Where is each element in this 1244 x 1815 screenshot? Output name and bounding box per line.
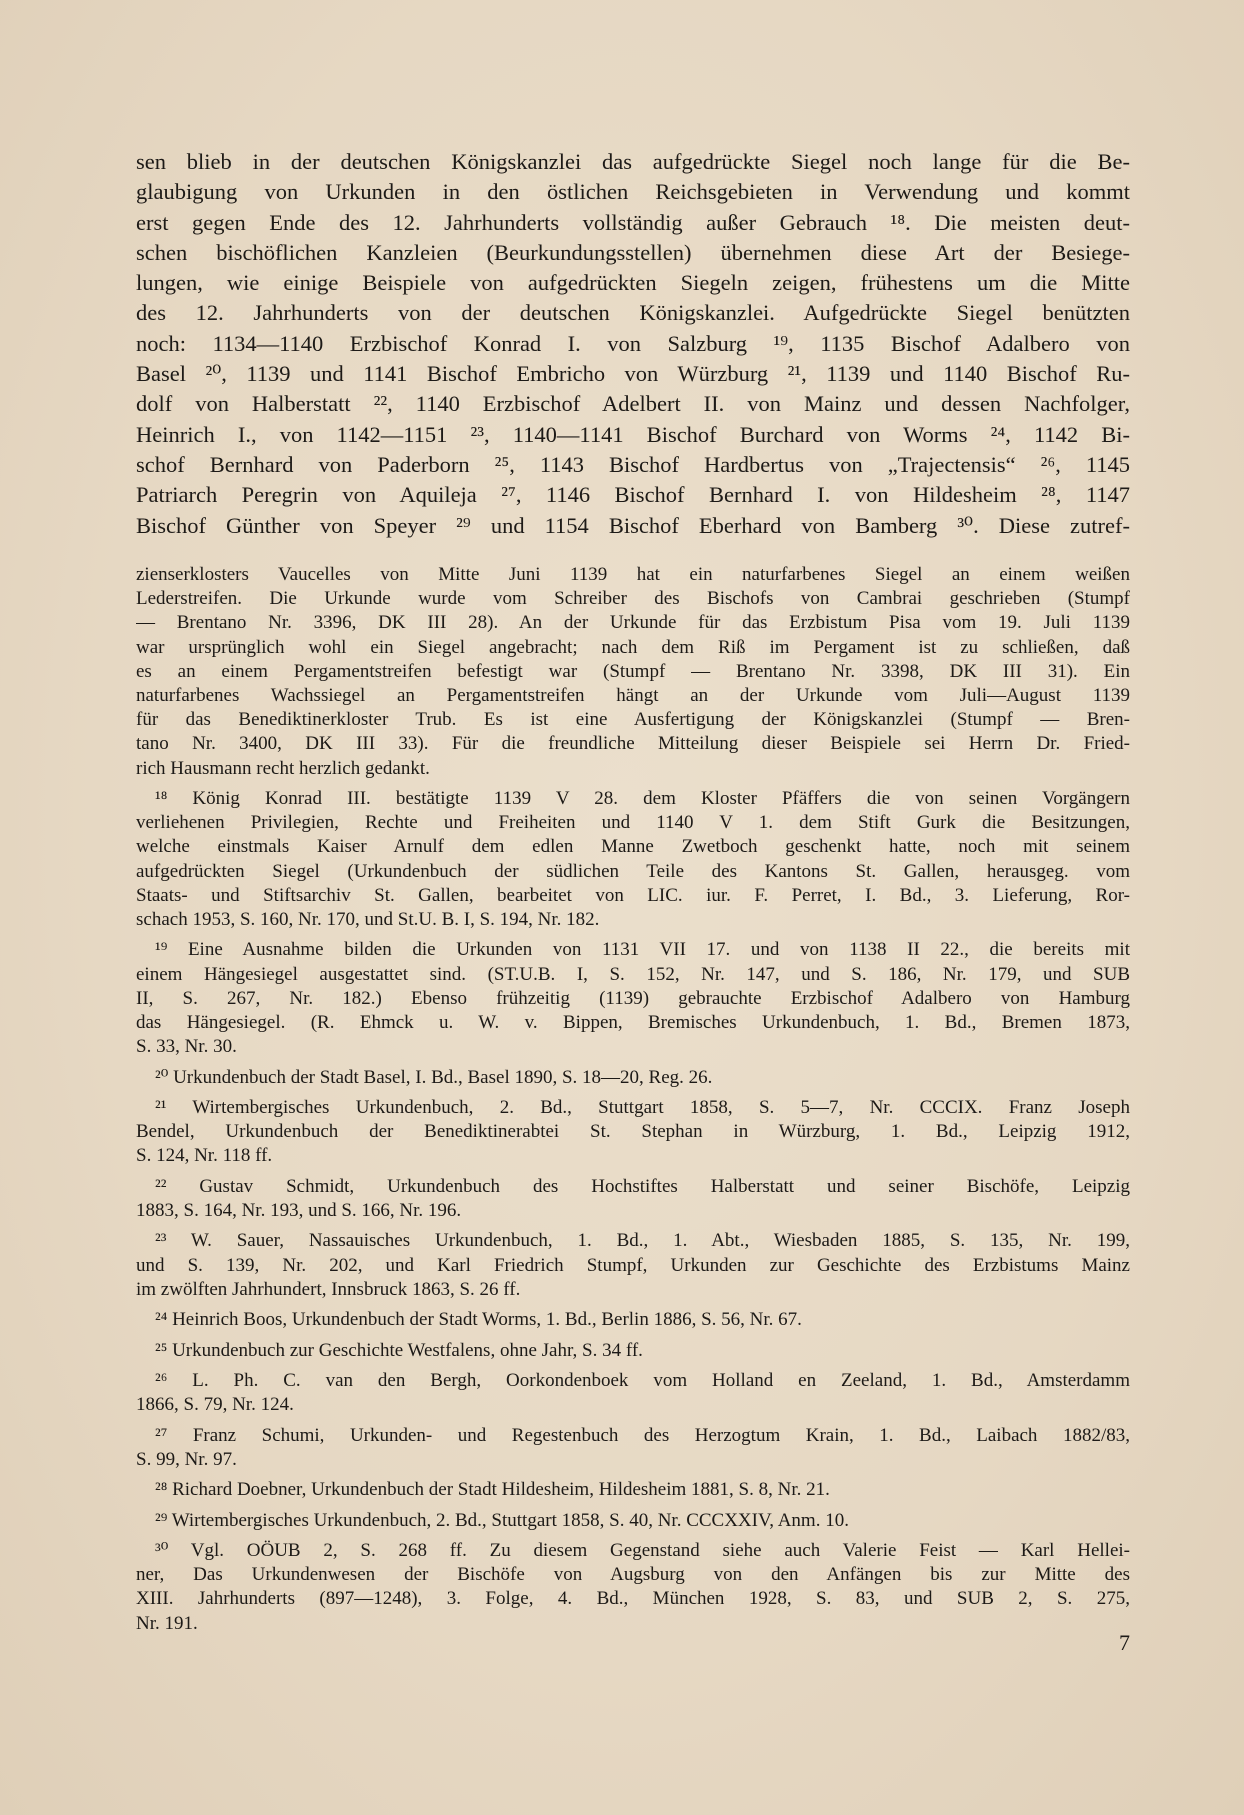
footnote-line: welche einstmals Kaiser Arnulf dem edlen Manne Zwetboch geschenkt hatte, noch mit seinem <box>136 836 1130 858</box>
footnote-line: zienserklosters Vaucelles von Mitte Juni 1139 hat ein naturfarbenes Siegel an einem weißen <box>136 564 1130 585</box>
footnote-line: tano Nr. 3400, DK III 33). Für die freundliche Mitteilung dieser Beispiele sei Herrn Dr. Fried- <box>136 733 1130 755</box>
footnote-30 <box>136 1539 1130 1636</box>
footnote-line: verliehenen Privilegien, Rechte und Freiheiten und 1140 V 1. dem Stift Gurk die Besitzungen, <box>136 812 1130 834</box>
footnote-line: ²³ W. Sauer, Nassauisches Urkundenbuch, 1. Bd., 1. Abt., Wiesbaden 1885, S. 135, Nr. 199, <box>155 1230 1130 1252</box>
main-text-line: schof Bernhard von Paderborn ²⁵, 1143 Bischof Hardbertus von „Trajectensis“ ²⁶, 1145 <box>136 451 1130 477</box>
page-number: 7 <box>1119 1630 1130 1655</box>
main-text-line: lungen, wie einige Beispiele von aufgedrückten Siegeln zeigen, frühestens um die Mitte <box>136 270 1130 296</box>
main-text-line: sen blieb in der deutschen Königskanzlei das aufgedrückte Siegel noch lange für die Be- <box>136 149 1130 174</box>
footnote-line: 1883, S. 164, Nr. 193, und S. 166, Nr. 196. <box>136 1200 462 1222</box>
footnote-20 <box>136 1066 1130 1090</box>
footnote-line: und S. 139, Nr. 202, und Karl Friedrich Stumpf, Urkunden zur Geschichte des Erzbistums Mainz <box>136 1254 1130 1276</box>
footnote-line: ²⁹ Wirtembergisches Urkundenbuch, 2. Bd., Stuttgart 1858, S. 40, Nr. CCCXXIV, Anm. 10. <box>155 1509 849 1531</box>
footnote-line: einem Hängesiegel ausgestattet sind. (ST.U.B. I, S. 152, Nr. 147, und S. 186, Nr. 179, und SUB <box>136 963 1130 985</box>
footnote-28 <box>136 1478 1130 1502</box>
main-text-line: Patriarch Peregrin von Aquileja ²⁷, 1146 Bischof Bernhard I. von Hildesheim ²⁸, 1147 <box>136 482 1130 508</box>
footnote-line: ²² Gustav Schmidt, Urkundenbuch des Hochstiftes Halberstatt und seiner Bischöfe, Leipzig <box>155 1175 1130 1197</box>
footnote-line: 1866, S. 79, Nr. 124. <box>136 1394 294 1416</box>
footnote-line: Staats- und Stiftsarchiv St. Gallen, bearbeitet von LIC. iur. F. Perret, I. Bd., 3. Lieferung, Ror- <box>136 884 1130 906</box>
footnote-26 <box>136 1369 1130 1417</box>
footnote-21 <box>136 1096 1130 1169</box>
footnote-line: ²⁸ Richard Doebner, Urkundenbuch der Stadt Hildesheim, Hildesheim 1881, S. 8, Nr. 21. <box>155 1479 830 1501</box>
footnote-line: ³⁰ Vgl. OÖUB 2, S. 268 ff. Zu diesem Gegenstand siehe auch Valerie Feist — Karl Hellei- <box>155 1539 1130 1561</box>
footnote-line: ²⁰ Urkundenbuch der Stadt Basel, I. Bd., Basel 1890, S. 18—20, Reg. 26. <box>155 1066 713 1088</box>
footnote-line: aufgedrückten Siegel (Urkundenbuch der südlichen Teile des Kantons St. Gallen, herausgeg. vom <box>136 860 1130 882</box>
main-text <box>136 147 1130 541</box>
main-text-line: glaubigung von Urkunden in den östlichen Reichsgebieten in Verwendung und kommt <box>136 179 1130 205</box>
footnote-line: ²⁴ Heinrich Boos, Urkundenbuch der Stadt Worms, 1. Bd., Berlin 1886, S. 56, Nr. 67. <box>155 1309 802 1331</box>
footnote-line: ²⁷ Franz Schumi, Urkunden- und Regestenbuch des Herzogtum Krain, 1. Bd., Laibach 1882/83, <box>155 1424 1130 1446</box>
footnote-line: XIII. Jahrhunderts (897—1248), 3. Folge, 4. Bd., München 1928, S. 83, und SUB 2, S. 275, <box>136 1588 1130 1610</box>
footnote-line: ¹⁹ Eine Ausnahme bilden die Urkunden von 1131 VII 17. und von 1138 II 22., die bereits mit <box>155 939 1130 961</box>
footnote-line: II, S. 267, Nr. 182.) Ebenso frühzeitig (1139) gebrauchte Erzbischof Adalbero von Hamburg <box>136 987 1130 1009</box>
footnote-line: ¹⁸ König Konrad III. bestätigte 1139 V 28. dem Kloster Pfäffers die von seinen Vorgängern <box>155 788 1130 810</box>
footnote-line: im zwölften Jahrhundert, Innsbruck 1863, S. 26 ff. <box>136 1278 521 1300</box>
footnote-line: war ursprünglich wohl ein Siegel angebracht; nach dem Riß im Pergament ist zu schließen, daß <box>136 636 1130 658</box>
main-text-line: erst gegen Ende des 12. Jahrhunderts vollständig außer Gebrauch ¹⁸. Die meisten deut- <box>136 209 1130 235</box>
footnote-line: ²⁶ L. Ph. C. van den Bergh, Oorkondenboek vom Holland en Zeeland, 1. Bd., Amsterdamm <box>155 1369 1130 1391</box>
main-text-line: dolf von Halberstatt ²², 1140 Erzbischof Adelbert II. von Mainz und dessen Nachfolger, <box>136 391 1130 417</box>
main-text-line: noch: 1134—1140 Erzbischof Konrad I. von Salzburg ¹⁹, 1135 Bischof Adalbero von <box>136 330 1130 356</box>
footnote-line: schach 1953, S. 160, Nr. 170, und St.U. B. I, S. 194, Nr. 182. <box>136 909 600 931</box>
footnote-line: das Hängesiegel. (R. Ehmck u. W. v. Bippen, Bremisches Urkundenbuch, 1. Bd., Bremen 1873, <box>136 1012 1130 1034</box>
footnote-line: — Brentano Nr. 3396, DK III 28). An der Urkunde für das Erzbistum Pisa vom 19. Juli 1139 <box>136 612 1130 634</box>
footnote-25 <box>136 1339 1130 1363</box>
footnote-line: ²¹ Wirtembergisches Urkundenbuch, 2. Bd., Stuttgart 1858, S. 5—7, Nr. CCCIX. Franz Joseph <box>155 1097 1130 1119</box>
main-text-line: Basel ²⁰, 1139 und 1141 Bischof Embricho von Würzburg ²¹, 1139 und 1140 Bischof Ru- <box>136 361 1130 387</box>
footnote-line: ner, Das Urkundenwesen der Bischöfe von Augsburg von den Anfängen bis zur Mitte des <box>136 1564 1130 1586</box>
footnote-27 <box>136 1424 1130 1472</box>
footnote-line: ²⁵ Urkundenbuch zur Geschichte Westfalens, ohne Jahr, S. 34 ff. <box>155 1339 643 1361</box>
footnote-line: Lederstreifen. Die Urkunde wurde vom Schreiber des Bischofs von Cambrai geschrieben (Stumpf <box>136 588 1130 610</box>
main-text-line: schen bischöflichen Kanzleien (Beurkundungsstellen) übernehmen diese Art der Besiege- <box>136 239 1130 265</box>
footnote-23 <box>136 1229 1130 1302</box>
main-text-line: des 12. Jahrhunderts von der deutschen Königskanzlei. Aufgedrückte Siegel benützten <box>136 300 1130 326</box>
footnote-22 <box>136 1175 1130 1223</box>
main-text-line: Bischof Günther von Speyer ²⁹ und 1154 Bischof Eberhard von Bamberg ³⁰. Diese zutref- <box>136 512 1130 538</box>
footnote-line: S. 99, Nr. 97. <box>136 1448 237 1470</box>
footnote-19 <box>136 938 1130 1059</box>
main-text-line: Heinrich I., von 1142—1151 ²³, 1140—1141 Bischof Burchard von Worms ²⁴, 1142 Bi- <box>136 421 1130 447</box>
footnote-line: S. 124, Nr. 118 ff. <box>136 1145 273 1167</box>
footnote-line: rich Hausmann recht herzlich gedankt. <box>136 757 430 779</box>
footnote-line: Nr. 191. <box>136 1612 198 1634</box>
footnote-17-continuation <box>136 563 1130 781</box>
footnote-line: Bendel, Urkundenbuch der Benediktinerabtei St. Stephan in Würzburg, 1. Bd., Leipzig 1912, <box>136 1121 1130 1143</box>
footnote-line: naturfarbenes Wachssiegel an Pergamentstreifen hängt an der Urkunde vom Juli—August 1139 <box>136 685 1130 707</box>
footnote-29 <box>136 1509 1130 1533</box>
footnote-line: S. 33, Nr. 30. <box>136 1036 237 1058</box>
footnote-24 <box>136 1308 1130 1332</box>
footnote-18 <box>136 787 1130 932</box>
footnotes <box>136 563 1130 1642</box>
footnote-line: es an einem Pergamentstreifen befestigt war (Stumpf — Brentano Nr. 3398, DK III 31). Ein <box>136 660 1130 682</box>
footnote-line: für das Benediktinerkloster Trub. Es ist eine Ausfertigung der Königskanzlei (Stumpf — Bren- <box>136 709 1130 731</box>
